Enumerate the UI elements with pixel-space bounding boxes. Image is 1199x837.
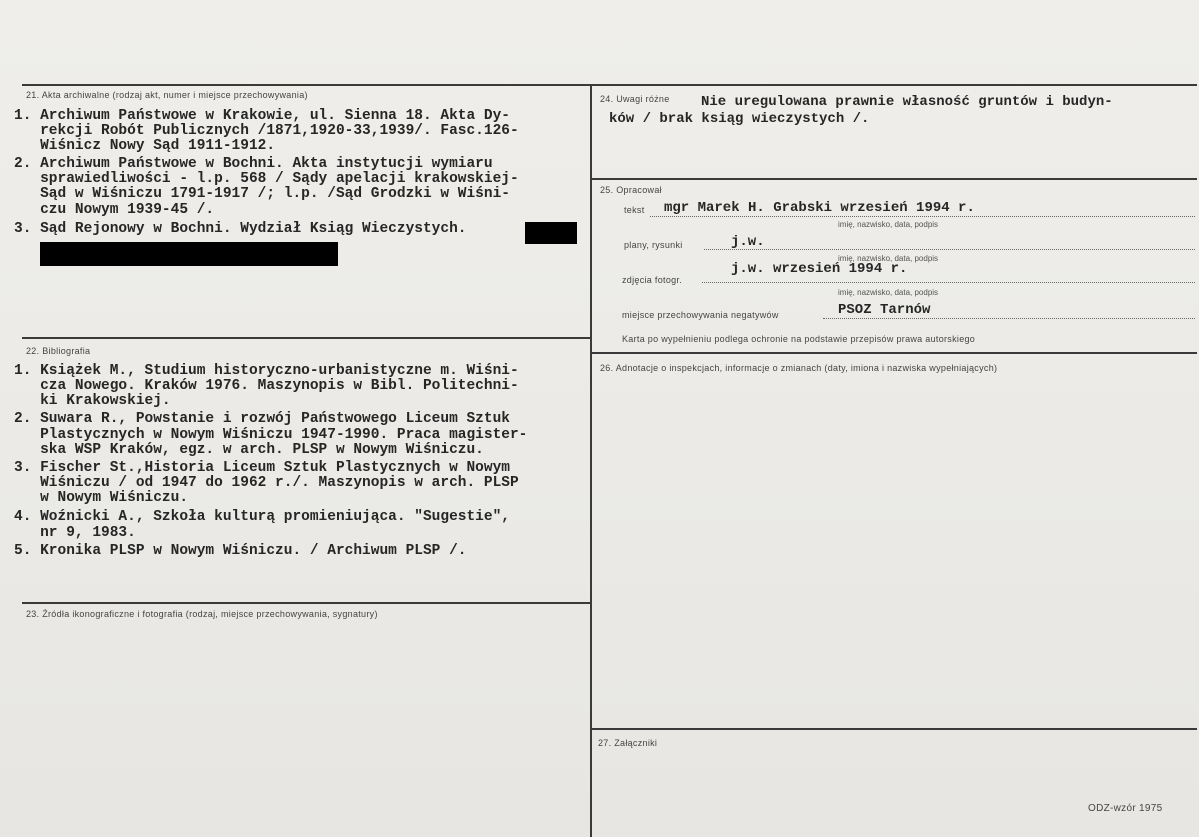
archival-line-2: rekcji Robót Publicznych /1871,1920-33,1939/. Fasc.126- <box>14 123 519 139</box>
photos-line <box>702 282 1195 283</box>
bibliography-line-8: Wiśniczu / od 1947 do 1962 r./. Maszynopis w arch. PLSP <box>14 475 519 491</box>
section-27-label: 27. Załączniki <box>598 738 658 748</box>
negatives-label: miejsce przechowywania negatywów <box>622 310 779 320</box>
divider-25-26 <box>592 352 1197 354</box>
caption-name-date-signature: imię, nazwisko, data, podpis <box>838 254 939 263</box>
remarks-line-2: ków / brak ksiąg wieczystych /. <box>609 111 870 127</box>
bibliography-line-4: 2. Suwara R., Powstanie i rozwój Państwowego Liceum Sztuk <box>14 411 510 427</box>
caption-name-date-signature: imię, nazwisko, data, podpis <box>838 288 939 297</box>
bibliography-line-5: Plastycznych w Nowym Wiśniczu 1947-1990. Praca magister- <box>14 427 528 443</box>
divider-22-23 <box>22 602 590 604</box>
bibliography-line-7: 3. Fischer St.,Historia Liceum Sztuk Plastycznych w Nowym <box>14 460 510 476</box>
top-divider <box>22 84 1197 86</box>
bibliography-line-11: nr 9, 1983. <box>14 525 136 541</box>
photos-label: zdjęcia fotogr. <box>622 275 683 285</box>
divider-24-25 <box>592 178 1197 180</box>
negatives-value: PSOZ Tarnów <box>838 302 931 318</box>
section-23-label: 23. Źródła ikonograficzne i fotografia (rodzaj, miejsce przechowywania, sygnatury) <box>26 609 378 619</box>
redaction-bar <box>40 242 338 266</box>
archival-line-4: 2. Archiwum Państwowe w Bochni. Akta instytucji wymiaru <box>14 156 493 172</box>
redaction-bar <box>525 222 577 244</box>
section-21-label: 21. Akta archiwalne (rodzaj akt, numer i miejsce przechowywania) <box>26 90 308 100</box>
archival-line-3: Wiśnicz Nowy Sąd 1911-1912. <box>14 138 276 154</box>
drawings-line <box>704 249 1195 250</box>
section-26-label: 26. Adnotacje o inspekcjach, informacje o zmianach (daty, imiona i nazwiska wypełniających) <box>600 363 998 373</box>
section-22-label: 22. Bibliografia <box>26 346 91 356</box>
archival-line-6: Sąd w Wiśniczu 1791-1917 /; l.p. /Sąd Grodzki w Wiśni- <box>14 186 510 202</box>
column-divider <box>590 84 592 837</box>
section-25-label: 25. Opracował <box>600 185 662 195</box>
section-24-label: 24. Uwagi różne <box>600 94 670 104</box>
archival-line-5: sprawiedliwości - l.p. 568 / Sądy apelacji krakowskiej- <box>14 171 519 187</box>
archival-line-7: czu Nowym 1939-45 /. <box>14 202 215 218</box>
text-author-label: tekst <box>624 205 645 215</box>
divider-26-27 <box>592 728 1197 730</box>
bibliography-line-1: 1. Książek M., Studium historyczno-urbanistyczne m. Wiśni- <box>14 363 519 379</box>
archival-line-8: 3. Sąd Rejonowy w Bochni. Wydział Ksiąg Wieczystych. <box>14 221 467 237</box>
bibliography-line-10: 4. Woźnicki A., Szkoła kulturą promieniująca. "Sugestie", <box>14 509 510 525</box>
photos-value: j.w. wrzesień 1994 r. <box>731 261 908 277</box>
bibliography-line-6: ska WSP Kraków, egz. w arch. PLSP w Nowym Wiśniczu. <box>14 442 484 458</box>
caption-name-date-signature: imię, nazwisko, data, podpis <box>838 220 939 229</box>
archival-line-1: 1. Archiwum Państwowe w Krakowie, ul. Sienna 18. Akta Dy- <box>14 108 510 124</box>
bibliography-line-2: cza Nowego. Kraków 1976. Maszynopis w Bibl. Politechni- <box>14 378 519 394</box>
drawings-label: plany, rysunki <box>624 240 683 250</box>
remarks-line-1: Nie uregulowana prawnie własność gruntów i budyn- <box>701 94 1113 110</box>
bibliography-line-12: 5. Kronika PLSP w Nowym Wiśniczu. / Archiwum PLSP /. <box>14 543 467 559</box>
form-template-id: ODZ-wzór 1975 <box>1088 803 1163 814</box>
drawings-value: j.w. <box>731 234 765 250</box>
copyright-note: Karta po wypełnieniu podlega ochronie na podstawie przepisów prawa autorskiego <box>622 334 976 344</box>
divider-21-22 <box>22 337 590 339</box>
bibliography-line-9: w Nowym Wiśniczu. <box>14 490 189 506</box>
bibliography-line-3: ki Krakowskiej. <box>14 393 171 409</box>
text-author-value: mgr Marek H. Grabski wrzesień 1994 r. <box>664 200 975 216</box>
